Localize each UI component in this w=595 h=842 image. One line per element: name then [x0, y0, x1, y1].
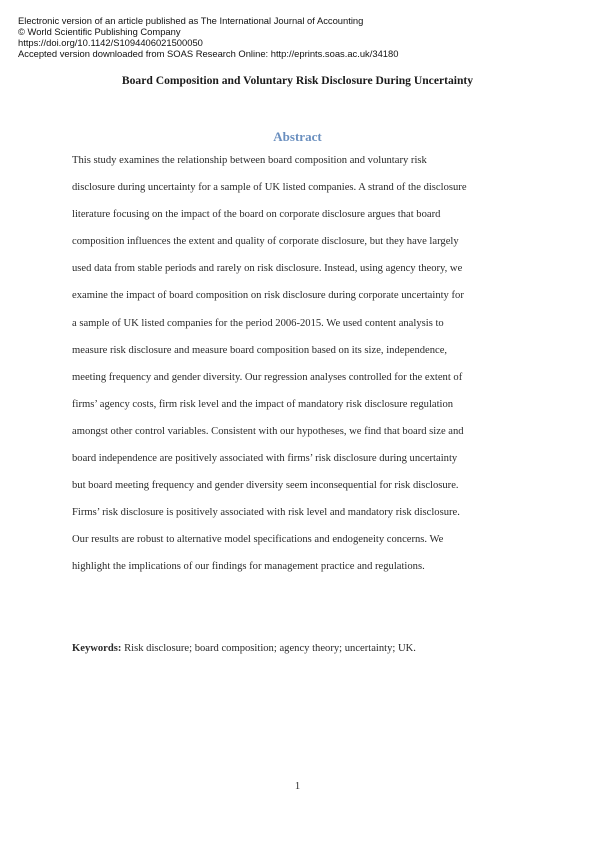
abstract-line: used data from stable periods and rarely on risk disclosure. Instead, using agency theory, we: [72, 263, 463, 275]
publication-note: [18, 15, 398, 59]
keywords-text: Risk disclosure; board composition; agency theory; uncertainty; UK.: [121, 643, 416, 654]
abstract-line: firms’ agency costs, firm risk level and the impact of mandatory risk disclosure regulation: [72, 398, 454, 410]
abstract-line: literature focusing on the impact of the board on corporate disclosure argues that board: [72, 209, 441, 221]
abstract-body: [72, 147, 532, 581]
abstract-line: board independence are positively associated with firms’ risk disclosure during uncertainty: [72, 453, 458, 465]
abstract-line: a sample of UK listed companies for the period 2006-2015. We used content analysis to: [72, 317, 444, 329]
abstract-line: disclosure during uncertainty for a sample of UK listed companies. A strand of the disclosure: [72, 182, 467, 194]
abstract-line: but board meeting frequency and gender diversity seem inconsequential for risk disclosure.: [72, 480, 459, 492]
keywords: [72, 643, 416, 654]
keywords-label: Keywords:: [72, 643, 122, 654]
abstract-line: meeting frequency and gender diversity. Our regression analyses controlled for the extent of: [72, 371, 463, 383]
repository-note-line: Accepted version downloaded from SOAS Research Online: http://eprints.soas.ac.uk/34180: [18, 48, 399, 59]
abstract-line: composition influences the extent and quality of corporate disclosure, but they have largely: [72, 236, 459, 248]
abstract-line: amongst other control variables. Consistent with our hypotheses, we find that board size and: [72, 425, 464, 437]
abstract-heading: Abstract: [273, 129, 322, 144]
abstract-line: Firms’ risk disclosure is positively associated with risk level and mandatory risk disclosure.: [72, 507, 460, 519]
abstract-line: highlight the implications of our findings for management practice and regulations.: [72, 561, 425, 573]
abstract-line: examine the impact of board composition on risk disclosure during corporate uncertainty for: [72, 290, 464, 302]
doi-link[interactable]: https://doi.org/10.1142/S1094406021500050: [18, 37, 203, 48]
copyright-line: © World Scientific Publishing Company: [18, 26, 181, 37]
paper-title: Board Composition and Voluntary Risk Disclosure During Uncertainty: [121, 74, 474, 87]
abstract-line: This study examines the relationship between board composition and voluntary risk: [72, 155, 427, 166]
abstract-line: Our results are robust to alternative model specifications and endogeneity concerns. We: [72, 534, 444, 546]
abstract-line: measure risk disclosure and measure board composition based on its size, independence,: [72, 344, 448, 356]
page-number: 1: [294, 781, 301, 792]
publication-note-line: Electronic version of an article published as The International Journal of Accounting: [18, 15, 364, 26]
